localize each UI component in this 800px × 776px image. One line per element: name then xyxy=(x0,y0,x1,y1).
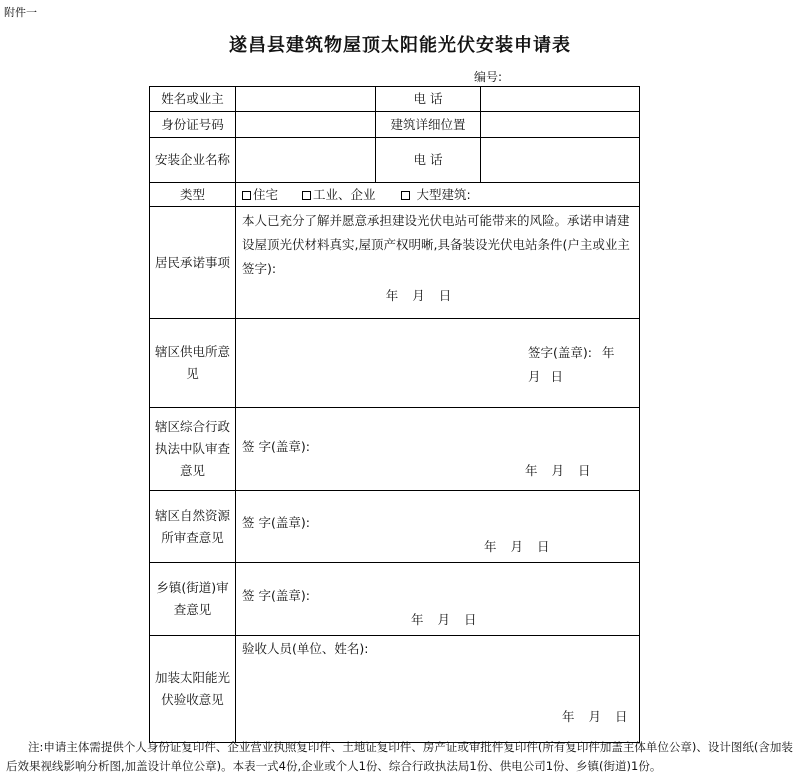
acceptance-date: 年 月 日 xyxy=(562,709,628,724)
installer-row xyxy=(150,138,640,183)
serial-number-label: 编号: xyxy=(474,70,503,84)
building-location-field[interactable] xyxy=(481,112,640,138)
township-row xyxy=(150,563,640,636)
power-supply-cell xyxy=(236,319,640,408)
type-options xyxy=(236,183,640,207)
type-option-industrial[interactable]: 工业、企业 xyxy=(302,187,376,202)
checkbox-icon[interactable] xyxy=(302,191,311,200)
checkbox-icon[interactable] xyxy=(401,191,410,200)
power-supply-signature: 签字(盖章): 年 月 日 xyxy=(528,345,615,384)
owner-label: 姓名或业主 xyxy=(150,87,236,112)
type-label: 类型 xyxy=(150,183,236,207)
id-number-field[interactable] xyxy=(236,112,376,138)
natural-resources-signature: 签 字(盖章): xyxy=(242,515,310,530)
acceptance-row xyxy=(150,636,640,743)
phone-label: 电 话 xyxy=(376,87,481,112)
installer-phone-label: 电 话 xyxy=(376,138,481,183)
resources-row xyxy=(150,491,640,563)
id-number-label: 身份证号码 xyxy=(150,112,236,138)
acceptance-signature: 验收人员(单位、姓名): xyxy=(242,641,369,656)
enforcement-signature: 签 字(盖章): xyxy=(242,439,310,454)
township-label: 乡镇(街道)审查意见 xyxy=(150,563,236,636)
attachment-label: 附件一 xyxy=(4,6,37,19)
enforcement-label: 辖区综合行政执法中队审查意见 xyxy=(150,408,236,491)
checkbox-icon[interactable] xyxy=(242,191,251,200)
township-signature: 签 字(盖章): xyxy=(242,588,310,603)
owner-field[interactable] xyxy=(236,87,376,112)
acceptance-label: 加装太阳能光伏验收意见 xyxy=(150,636,236,743)
enforcement-cell xyxy=(236,408,640,491)
acceptance-cell xyxy=(236,636,640,743)
id-row xyxy=(150,112,640,138)
commitment-cell xyxy=(236,207,640,319)
installer-field[interactable] xyxy=(236,138,376,183)
commitment-label: 居民承诺事项 xyxy=(150,207,236,319)
installer-label: 安装企业名称 xyxy=(150,138,236,183)
type-row xyxy=(150,183,640,207)
installer-phone-field[interactable] xyxy=(481,138,640,183)
township-cell xyxy=(236,563,640,636)
natural-resources-label: 辖区自然资源所审查意见 xyxy=(150,491,236,563)
commitment-date: 年 月 日 xyxy=(385,288,452,303)
form-title: 遂昌县建筑物屋顶太阳能光伏安装申请表 xyxy=(229,35,571,56)
power-row xyxy=(150,319,640,408)
township-date: 年 月 日 xyxy=(411,612,477,627)
application-form-table xyxy=(149,86,640,743)
building-location-label: 建筑详细位置 xyxy=(376,112,481,138)
natural-resources-date: 年 月 日 xyxy=(484,539,550,554)
enforcement-row xyxy=(150,408,640,491)
commitment-text: 本人已充分了解并愿意承担建设光伏电站可能带来的风险。承诺申请建设屋顶光伏材料真实,屋顶产权明晰,具备装设光伏电站条件(户主或业主签字): xyxy=(242,213,630,276)
commitment-row xyxy=(150,207,640,319)
type-option-large-building[interactable]: 大型建筑: xyxy=(401,187,470,202)
type-option-residential[interactable]: 住宅 xyxy=(242,187,278,202)
phone-field[interactable] xyxy=(481,87,640,112)
owner-row xyxy=(150,87,640,112)
footer-note: 注:申请主体需提供个人身份证复印件、企业营业执照复印件、土地证复印件、房产证或审批件复印件(所有复印件加盖主体单位公章)、设计图纸(含加装后效果视线影响分析图,加盖设计单位公章)。本表一式4份,企业或个人1份、综合行政执法局1份、供电公司1份、乡镇(街道)1份。 xyxy=(6,740,793,773)
natural-resources-cell xyxy=(236,491,640,563)
enforcement-date: 年 月 日 xyxy=(525,463,591,478)
power-supply-label: 辖区供电所意见 xyxy=(150,319,236,408)
